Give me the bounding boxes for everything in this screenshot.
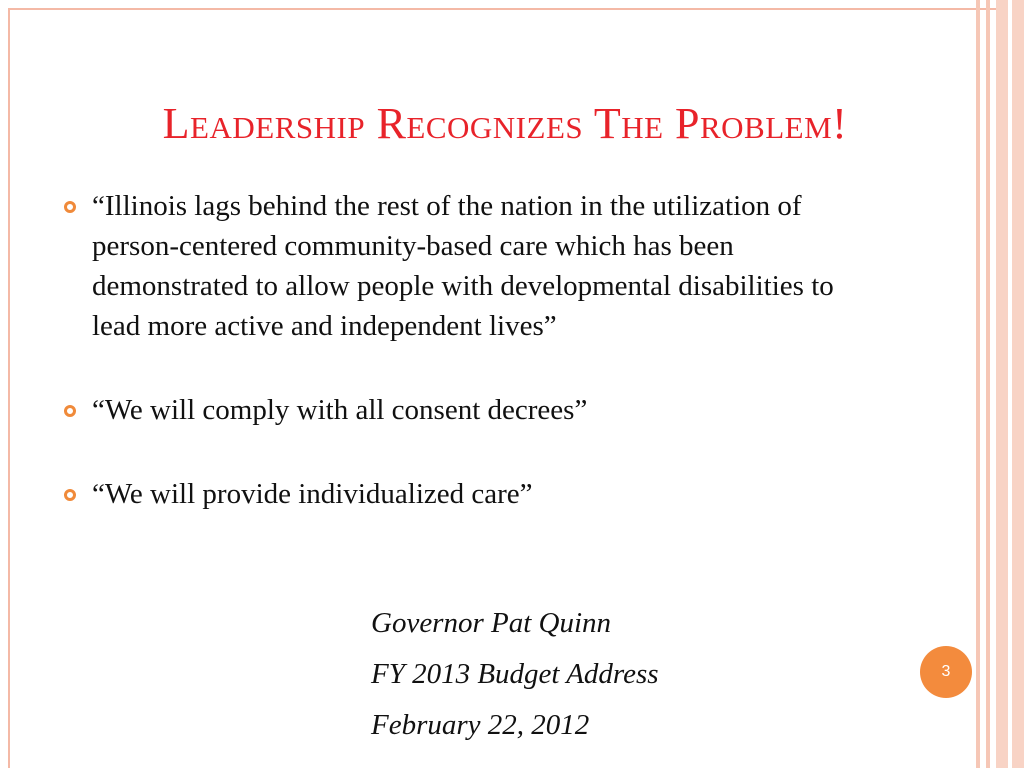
- decorative-stripe: [996, 0, 1008, 768]
- bullet-text: “Illinois lags behind the rest of the nation in the utilization of person-centered community-based care which has been demonstrated to allow people with developmental disabilities to lead more active and independent lives”: [92, 190, 834, 342]
- bullet-item: [62, 474, 862, 514]
- decorative-stripe: [986, 0, 990, 768]
- attribution-event: FY 2013 Budget Address: [371, 658, 659, 690]
- bullet-item: [62, 186, 862, 346]
- page-number-badge: 3: [920, 646, 972, 698]
- bullet-item: [62, 390, 862, 430]
- slide-title: Leadership Recognizes The Problem!: [162, 99, 848, 148]
- bullet-text: “We will comply with all consent decrees”: [92, 394, 588, 426]
- attribution-name: Governor Pat Quinn: [371, 607, 612, 639]
- decorative-stripe: [1012, 0, 1024, 768]
- bullet-circle-icon: [64, 201, 76, 213]
- bullet-text: “We will provide individualized care”: [92, 478, 533, 510]
- quote-attribution: [371, 598, 659, 751]
- bullet-circle-icon: [64, 405, 76, 417]
- bullet-circle-icon: [64, 489, 76, 501]
- attribution-date: February 22, 2012: [371, 709, 590, 741]
- decorative-stripe: [976, 0, 980, 768]
- bullet-list: [62, 186, 862, 514]
